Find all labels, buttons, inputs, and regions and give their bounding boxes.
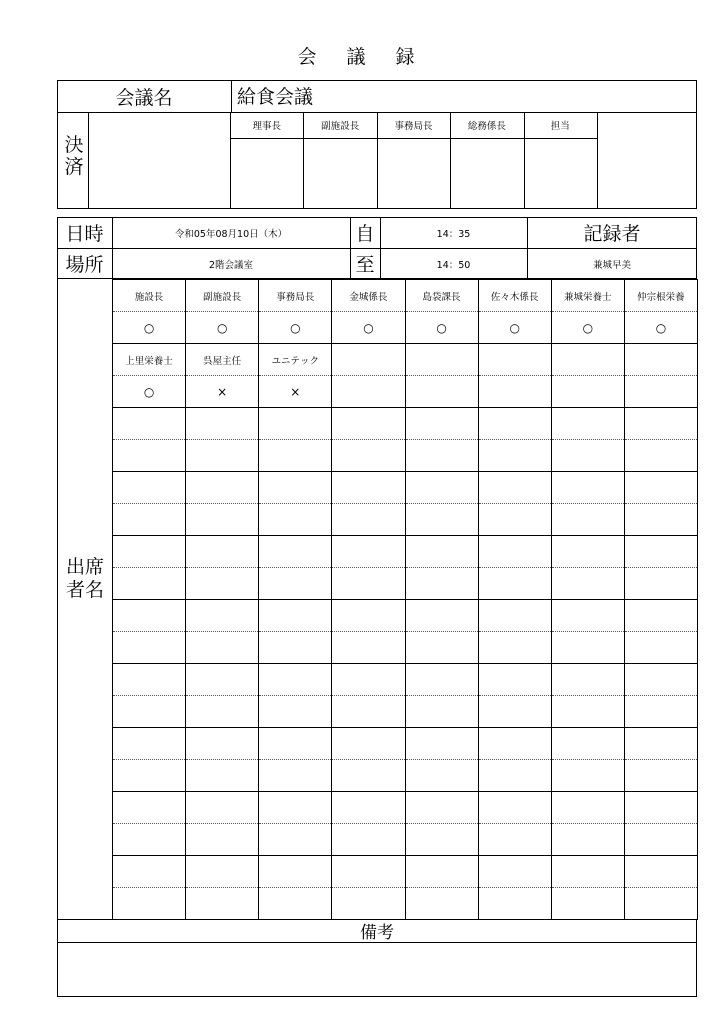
attendee-name xyxy=(624,600,697,632)
attendee-name-row xyxy=(113,600,698,632)
attendance-mark: × xyxy=(259,376,332,408)
approval-stamp-cell[interactable] xyxy=(524,138,597,209)
attendance-mark xyxy=(551,824,624,856)
attendance-mark xyxy=(551,376,624,408)
attendee-name: 呉屋主任 xyxy=(186,344,259,376)
attendance-mark xyxy=(332,760,405,792)
approval-stamp-cell[interactable] xyxy=(377,138,450,209)
attendee-name: 副施設長 xyxy=(186,280,259,312)
attendee-name xyxy=(551,792,624,824)
attendance-mark xyxy=(478,568,551,600)
attendee-name xyxy=(113,600,186,632)
attendance-mark xyxy=(478,888,551,920)
attendee-name-row xyxy=(113,280,698,312)
attendance-mark xyxy=(551,632,624,664)
attendee-name xyxy=(332,664,405,696)
attendee-name xyxy=(478,600,551,632)
attendee-mark-row xyxy=(113,696,698,728)
attendance-mark xyxy=(624,696,697,728)
attendee-name xyxy=(551,664,624,696)
attendee-name-row xyxy=(113,536,698,568)
attendee-mark-row xyxy=(113,440,698,472)
attendee-mark-row xyxy=(113,504,698,536)
attendance-mark xyxy=(405,440,478,472)
attendee-name xyxy=(478,536,551,568)
attendance-mark xyxy=(186,696,259,728)
datetime-value: 令和05年08月10日（木） xyxy=(174,228,288,240)
attendance-mark xyxy=(259,504,332,536)
attendee-name-row xyxy=(113,344,698,376)
approval-role-label: 担当 xyxy=(550,121,570,132)
attendance-mark xyxy=(405,888,478,920)
attendance-mark xyxy=(259,696,332,728)
attendance-mark xyxy=(332,440,405,472)
attendance-mark xyxy=(551,760,624,792)
attendance-mark: ○ xyxy=(186,312,259,344)
attendance-mark xyxy=(405,504,478,536)
meeting-name-value: 給食会議 xyxy=(237,86,314,108)
attendance-mark xyxy=(405,568,478,600)
attendee-name xyxy=(186,600,259,632)
attendance-mark xyxy=(624,376,697,408)
attendee-name xyxy=(259,408,332,440)
attendee-name xyxy=(624,536,697,568)
attendance-mark xyxy=(551,504,624,536)
attendance-mark xyxy=(478,824,551,856)
attendance-mark xyxy=(259,824,332,856)
attendee-name xyxy=(186,792,259,824)
attendance-mark xyxy=(113,760,186,792)
attendee-name xyxy=(186,536,259,568)
attendee-name xyxy=(478,792,551,824)
attendee-name xyxy=(624,408,697,440)
attendee-name xyxy=(405,664,478,696)
attendance-mark xyxy=(259,632,332,664)
attendee-name xyxy=(332,536,405,568)
attendee-mark-row xyxy=(113,376,698,408)
attendee-name xyxy=(478,344,551,376)
attendee-name xyxy=(551,856,624,888)
attendee-name xyxy=(113,664,186,696)
attendee-name xyxy=(405,408,478,440)
attendance-mark xyxy=(113,888,186,920)
attendance-mark xyxy=(551,440,624,472)
divider xyxy=(231,80,232,113)
attendance-mark xyxy=(624,888,697,920)
attendee-name xyxy=(551,536,624,568)
attendee-name xyxy=(405,792,478,824)
attendee-name-row xyxy=(113,472,698,504)
attendee-name xyxy=(478,856,551,888)
approval-role-label xyxy=(597,112,670,138)
attendee-name xyxy=(624,728,697,760)
attendee-name xyxy=(332,728,405,760)
attendee-name xyxy=(478,472,551,504)
attendance-mark xyxy=(186,504,259,536)
attendance-mark xyxy=(405,632,478,664)
attendance-mark: ○ xyxy=(332,312,405,344)
attendee-name xyxy=(259,536,332,568)
attendee-name: 佐々木係長 xyxy=(478,280,551,312)
attendee-mark-row xyxy=(113,888,698,920)
attendee-name xyxy=(624,856,697,888)
place-value: 2階会議室 xyxy=(208,259,254,271)
attendance-mark xyxy=(405,376,478,408)
attendee-name xyxy=(332,344,405,376)
attendee-name xyxy=(405,344,478,376)
attendance-mark xyxy=(113,824,186,856)
attendee-name xyxy=(259,792,332,824)
attendee-name xyxy=(624,472,697,504)
remarks-label: 備考 xyxy=(360,923,394,943)
attendee-name xyxy=(405,600,478,632)
attendance-mark xyxy=(624,504,697,536)
attendee-mark-row xyxy=(113,760,698,792)
attendee-name xyxy=(186,408,259,440)
attendance-label: 出席者名 xyxy=(65,556,104,601)
approval-role-label: 事務局長 xyxy=(394,121,433,132)
page-title: 会 議 録 xyxy=(297,46,427,68)
attendee-name xyxy=(478,664,551,696)
attendance-mark: ○ xyxy=(259,312,332,344)
attendee-name-row xyxy=(113,408,698,440)
attendee-name xyxy=(624,344,697,376)
remarks-value xyxy=(62,948,692,992)
attendance-mark xyxy=(478,504,551,536)
attendee-name xyxy=(186,856,259,888)
attendance-mark xyxy=(478,760,551,792)
attendance-mark xyxy=(624,440,697,472)
attendee-name xyxy=(113,408,186,440)
attendance-mark xyxy=(551,568,624,600)
attendee-name xyxy=(478,728,551,760)
attendee-name xyxy=(551,408,624,440)
attendance-mark xyxy=(332,632,405,664)
attendee-name xyxy=(551,472,624,504)
attendee-name xyxy=(259,664,332,696)
attendee-name xyxy=(624,664,697,696)
attendance-mark xyxy=(624,632,697,664)
attendee-name xyxy=(551,728,624,760)
attendance-mark xyxy=(332,888,405,920)
attendee-name xyxy=(186,728,259,760)
attendance-mark xyxy=(332,696,405,728)
attendee-name xyxy=(551,344,624,376)
attendance-mark xyxy=(624,760,697,792)
attendance-mark xyxy=(551,888,624,920)
approval-stamp-cell[interactable] xyxy=(303,138,376,209)
attendee-mark-row xyxy=(113,312,698,344)
attendee-name: 兼城栄養士 xyxy=(551,280,624,312)
attendance-mark xyxy=(113,696,186,728)
attendee-mark-row xyxy=(113,632,698,664)
attendee-name xyxy=(113,856,186,888)
attendance-mark: ○ xyxy=(624,312,697,344)
from-label: 自 xyxy=(355,223,375,245)
attendance-mark xyxy=(405,824,478,856)
attendance-mark: ○ xyxy=(405,312,478,344)
attendee-name xyxy=(113,792,186,824)
attendance-mark xyxy=(259,760,332,792)
attendance-mark xyxy=(332,504,405,536)
attendee-name xyxy=(259,472,332,504)
attendee-name xyxy=(624,792,697,824)
attendee-name xyxy=(113,536,186,568)
attendee-name xyxy=(259,600,332,632)
to-label: 至 xyxy=(355,254,375,276)
attendee-name xyxy=(332,856,405,888)
attendance-mark: ○ xyxy=(551,312,624,344)
attendee-name xyxy=(405,728,478,760)
attendance-mark xyxy=(113,568,186,600)
attendance-mark xyxy=(113,632,186,664)
attendee-name xyxy=(259,728,332,760)
attendee-name: 島袋課長 xyxy=(405,280,478,312)
attendance-mark: ○ xyxy=(478,312,551,344)
attendee-name: 上里栄養士 xyxy=(113,344,186,376)
attendee-name xyxy=(405,472,478,504)
attendance-mark xyxy=(259,440,332,472)
recorder-value: 兼城早美 xyxy=(592,259,631,271)
attendance-table xyxy=(112,279,698,920)
attendee-name-row xyxy=(113,856,698,888)
attendee-name xyxy=(332,600,405,632)
attendance-mark xyxy=(405,696,478,728)
approval-role-label: 副施設長 xyxy=(321,121,360,132)
attendance-mark xyxy=(478,632,551,664)
attendee-name: 仲宗根栄養 xyxy=(624,280,697,312)
attendance-mark xyxy=(186,888,259,920)
attendee-mark-row xyxy=(113,824,698,856)
attendee-name xyxy=(332,408,405,440)
to-time: 14：50 xyxy=(436,259,471,271)
attendee-name xyxy=(478,408,551,440)
attendance-mark xyxy=(186,824,259,856)
approval-stamp-cell[interactable] xyxy=(450,138,523,209)
datetime-label: 日時 xyxy=(65,223,104,245)
attendee-name-row xyxy=(113,664,698,696)
attendance-mark xyxy=(332,824,405,856)
attendee-name-row xyxy=(113,728,698,760)
attendance-mark xyxy=(259,568,332,600)
attendee-name xyxy=(186,664,259,696)
attendance-mark xyxy=(186,760,259,792)
meeting-name-label: 会議名 xyxy=(115,87,173,109)
attendee-name xyxy=(332,472,405,504)
attendee-name xyxy=(405,536,478,568)
attendee-name xyxy=(113,728,186,760)
approval-stamp-cell[interactable] xyxy=(597,138,670,209)
attendee-name xyxy=(186,472,259,504)
approval-stamp-cell[interactable] xyxy=(230,138,303,209)
approval-role-label: 理事長 xyxy=(252,121,281,132)
attendance-mark xyxy=(259,888,332,920)
attendance-mark xyxy=(332,568,405,600)
attendance-mark xyxy=(332,376,405,408)
attendee-name: 金城係長 xyxy=(332,280,405,312)
approval-role-label: 総務係長 xyxy=(467,121,506,132)
attendee-name xyxy=(259,856,332,888)
attendee-name: ユニテック xyxy=(259,344,332,376)
attendance-mark: × xyxy=(186,376,259,408)
from-time: 14：35 xyxy=(436,228,471,240)
attendance-mark xyxy=(113,504,186,536)
attendee-name xyxy=(113,472,186,504)
attendance-mark xyxy=(624,568,697,600)
attendance-mark xyxy=(405,760,478,792)
attendance-mark xyxy=(186,568,259,600)
attendee-name: 施設長 xyxy=(113,280,186,312)
attendance-mark xyxy=(186,632,259,664)
attendance-mark xyxy=(478,696,551,728)
attendance-mark xyxy=(478,376,551,408)
attendee-name xyxy=(332,792,405,824)
attendee-name xyxy=(405,856,478,888)
attendance-mark xyxy=(478,440,551,472)
attendance-mark xyxy=(186,440,259,472)
attendee-name xyxy=(551,600,624,632)
attendance-mark xyxy=(551,696,624,728)
place-label: 場所 xyxy=(65,254,104,276)
attendance-mark xyxy=(113,440,186,472)
attendance-mark: ○ xyxy=(113,312,186,344)
attendee-mark-row xyxy=(113,568,698,600)
recorder-label: 記録者 xyxy=(583,223,641,245)
approval-label: 決済 xyxy=(64,134,84,178)
attendee-name-row xyxy=(113,792,698,824)
divider xyxy=(88,112,89,209)
attendance-mark xyxy=(624,824,697,856)
attendance-mark: ○ xyxy=(113,376,186,408)
attendee-name: 事務局長 xyxy=(259,280,332,312)
